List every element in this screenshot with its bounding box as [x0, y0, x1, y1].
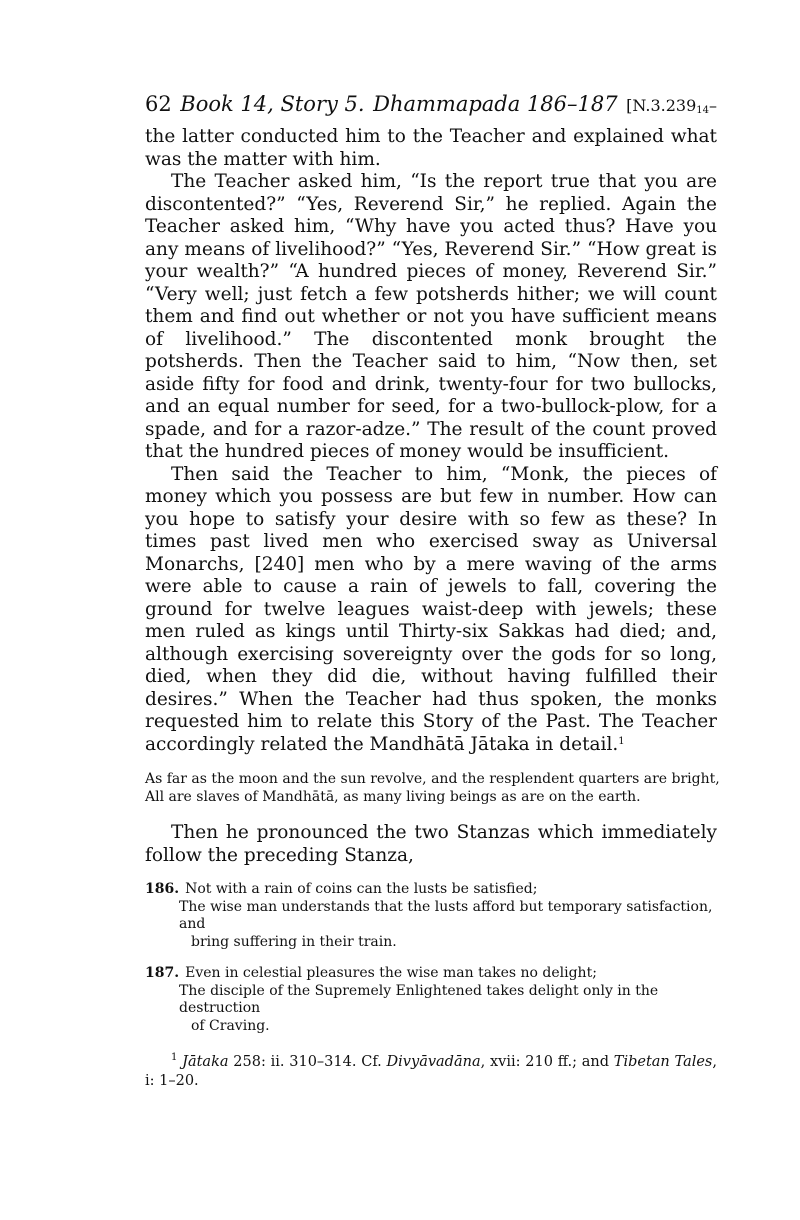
paragraph-teacher-speaks [145, 464, 717, 757]
stanza-line: The wise man understands that the lusts afford but temporary satisfaction, and [179, 898, 713, 932]
dhammapada-verses: Dhammapada 186–187 [373, 92, 618, 116]
source-reference-main: [N.3.239 [626, 96, 697, 115]
source-reference-dash: – [709, 96, 717, 115]
verse-line: As far as the moon and the sun revolve, and the resplendent quarters are bright, [145, 771, 720, 787]
footnote-divyavadana: Divyāvadāna [386, 1054, 481, 1070]
footnote-mark: 1 [171, 1052, 178, 1063]
footnote-text: , i: 1–20. [145, 1054, 717, 1089]
book-story-title: Book 14, Story 5. [180, 92, 365, 116]
page-number: 62 [145, 92, 172, 116]
footnote-jataka: Jātaka [182, 1054, 229, 1070]
footnote-tibetan-tales: Tibetan Tales [613, 1054, 713, 1070]
stanza-number: 186. [145, 881, 180, 897]
footnote-reference: 1 [618, 735, 625, 747]
footnote [145, 1053, 717, 1091]
source-reference-sub: 14 [696, 105, 709, 116]
book-page [145, 92, 720, 1091]
stanza-introduction: Then he pronounced the two Stanzas which immediately follow the preceding Stanza, [145, 822, 717, 866]
stanza-line: The disciple of the Supremely Enlightened takes delight only in the destruction [179, 982, 659, 1016]
verse-line: All are slaves of Mandhātā, as many living beings as are on the earth. [145, 789, 641, 805]
stanza-line: Even in celestial pleasures the wise man takes no delight; [185, 965, 597, 981]
stanza-186 [145, 881, 717, 951]
running-head [145, 92, 717, 116]
stanza-line: of Craving. [191, 1017, 270, 1034]
source-reference [626, 96, 717, 116]
stanza-line: bring suffering in their train. [191, 933, 397, 950]
footnote-text: , xvii: 210 ff.; and [480, 1054, 614, 1070]
stanza-number: 187. [145, 965, 180, 981]
paragraph-teacher-speaks-text: Then said the Teacher to him, “Monk, the pieces of money which you possess are but few in number. How can you hope to satisfy your desire with so few as these? In times past lived men who exercised sway as Universal Monarchs, [240] men who by a mere waving of the arms were able to cause a rain of jewels to fall, covering the ground for twelve leagues waist-deep with jewels; these men ruled as kings until Thirty-six Sakkas had died; and, although exercising sovereignty over the gods for so long, died, when they did die, without having fulfilled their desires.” When the Teacher had thus spoken, the monks requested him to relate this Story of the Past. The Teacher accordingly related the Mandhātā Jātaka in detail. [145, 463, 717, 755]
stanza-187 [145, 965, 717, 1035]
footnote-text: 258: ii. 310–314. Cf. [228, 1054, 387, 1070]
stanza-line: Not with a rain of coins can the lusts be satisfied; [185, 881, 538, 897]
paragraph-continuation: the latter conducted him to the Teacher and explained what was the matter with him. [145, 126, 717, 170]
jataka-verse [145, 770, 720, 806]
paragraph-teacher-asks: The Teacher asked him, “Is the report true that you are discontented?” “Yes, Reverend Sir,” he replied. Again the Teacher asked him, “Why have you acted thus? Have you any means of livelihood?” “Yes, Reverend Sir.” “How great is your wealth?” “A hundred pieces of money, Reverend Sir.” “Very well; just fetch a few potsherds hither; we will count them and find out whether or not you have sufficient means of livelihood.” The discontented monk brought the potsherds. Then the Teacher said to him, “Now then, set aside fifty for food and drink, twenty-four for two bullocks, and an equal number for seed, for a two-bullock-plow, for a spade, and for a razor-adze.” The result of the count proved that the hundred pieces of money would be insufficient. [145, 171, 717, 462]
